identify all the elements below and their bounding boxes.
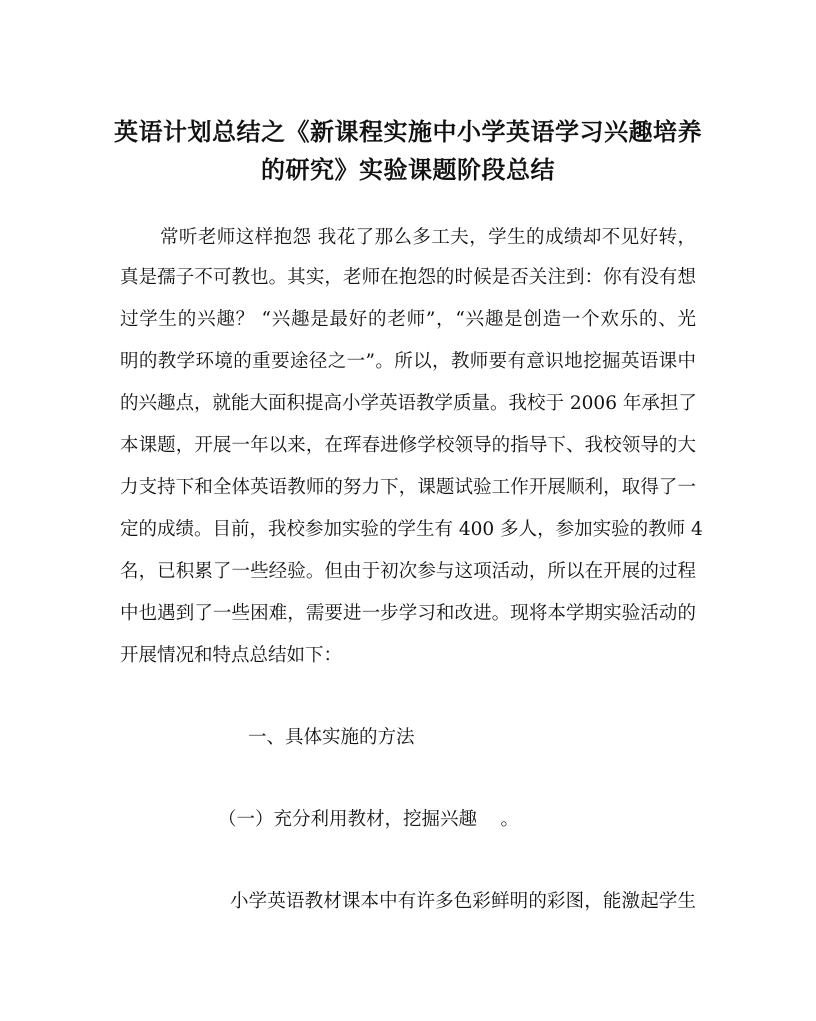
paragraph-line: 明的教学环境的重要途径之一”。所以，教师要有意识地挖掘英语课中: [120, 351, 696, 372]
paragraph-line: 开展情况和特点总结如下：: [120, 645, 343, 666]
paragraph-line: 的兴趣点，就能大面积提高小学英语教学质量。我校于 2006 年承担了: [120, 393, 697, 414]
paragraph-line: 本课题，开展一年以来，在珲春进修学校领导的指导下、我校领导的大: [120, 435, 696, 456]
document-title-line-2: 的研究》实验课题阶段总结: [261, 155, 555, 184]
paragraph-line: 定的成绩。目前，我校参加实验的学生有 400 多人，参加实验的教师 4: [120, 519, 703, 540]
document-title-line-1: 英语计划总结之《新课程实施中小学英语学习兴趣培养: [114, 117, 702, 146]
paragraph-line: 名，已积累了一些经验。但由于初次参与这项活动，所以在开展的过程: [120, 561, 696, 582]
paragraph-line: 真是孺子不可教也。其实，老师在抱怨的时候是否关注到：你有没有想: [120, 267, 696, 288]
paragraph-line: 力支持下和全体英语教师的努力下，课题试验工作开展顺利，取得了一: [120, 477, 696, 498]
subsection-heading: （一）充分利用教材，挖掘兴趣 。: [218, 809, 520, 830]
paragraph-line: 小学英语教材课本中有许多色彩鲜明的彩图，能激起学生: [230, 891, 696, 912]
paragraph-line: 中也遇到了一些困难，需要进一步学习和改进。现将本学期实验活动的: [120, 603, 696, 624]
section-heading: 一、具体实施的方法: [248, 727, 415, 748]
paragraph-line: 过学生的兴趣？ “兴趣是最好的老师”，“兴趣是创造一个欢乐的、光: [120, 309, 696, 330]
paragraph-line: 常听老师这样抱怨 我花了那么多工夫，学生的成绩却不见好转，: [160, 227, 696, 248]
